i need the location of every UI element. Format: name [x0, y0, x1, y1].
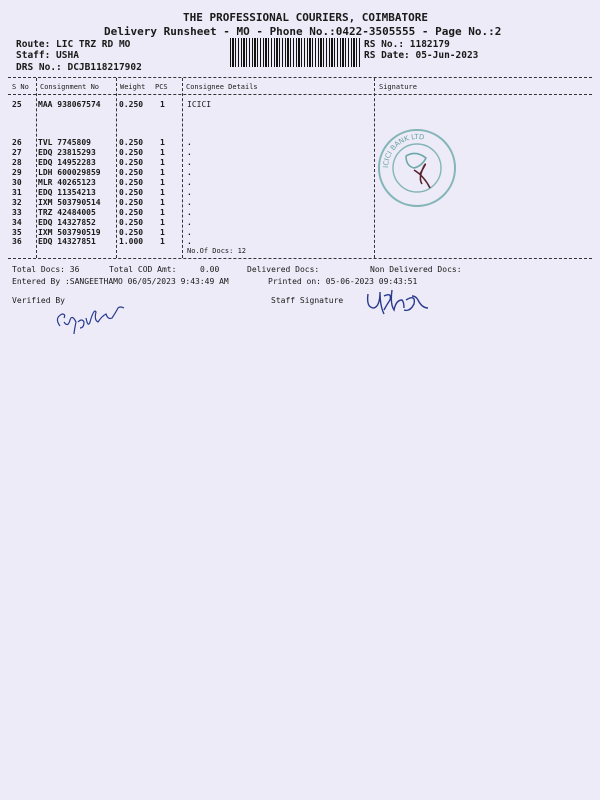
col-divider: [116, 78, 117, 258]
non-delivered-docs: Non Delivered Docs:: [370, 265, 462, 274]
drs-number: DRS No.: DCJB118217902: [16, 62, 142, 73]
delivered-docs: Delivered Docs:: [247, 265, 320, 274]
cell-weight: 0.250: [119, 148, 144, 157]
cell-details: .: [187, 218, 192, 227]
cell-weight: 1.000: [119, 237, 144, 246]
cell-consignment: EDQ 14327852: [38, 218, 96, 227]
cell-consignment: TRZ 42484005: [38, 208, 96, 217]
cell-weight: 0.250: [119, 218, 144, 227]
col-header-weight: Weight: [120, 83, 146, 91]
cell-consignment: MAA 938067574: [38, 100, 101, 109]
cell-sno: 35: [12, 228, 22, 237]
total-cod-label: Total COD Amt:: [109, 265, 177, 274]
cell-sno: 36: [12, 237, 22, 246]
col-header-sno: S No: [12, 83, 29, 91]
cell-details: ICICI: [187, 100, 212, 109]
total-cod-value: 0.00: [200, 265, 220, 274]
cell-sno: 31: [12, 188, 22, 197]
route-label: Route: LIC TRZ RD MO: [16, 39, 131, 50]
cell-sno: 32: [12, 198, 22, 207]
col-header-pcs: PCS: [155, 83, 168, 91]
col-divider: [182, 78, 183, 258]
staff-label: Staff: USHA: [16, 50, 79, 61]
runsheet-subtitle: Delivery Runsheet - MO - Phone No.:0422-3505555 - Page No.:2: [104, 25, 502, 38]
cell-consignment: MLR 40265123: [38, 178, 96, 187]
cell-details: .: [187, 208, 192, 217]
cell-consignment: LDH 600029859: [38, 168, 101, 177]
cell-consignment: EDQ 23815293: [38, 148, 96, 157]
printed-on: Printed on: 05-06-2023 09:43:51: [268, 277, 418, 286]
cell-consignment: TVL 7745809: [38, 138, 91, 147]
cell-details: .: [187, 138, 192, 147]
cell-pcs: 1: [160, 208, 165, 217]
cell-sno: 25: [12, 100, 22, 109]
cell-consignment: IXM 503790519: [38, 228, 101, 237]
cell-weight: 0.250: [119, 138, 144, 147]
cell-consignment: EDQ 11354213: [38, 188, 96, 197]
cell-pcs: 1: [160, 188, 165, 197]
cell-pcs: 1: [160, 100, 165, 109]
cell-weight: 0.250: [119, 158, 144, 167]
cell-sno: 26: [12, 138, 22, 147]
rs-number: RS No.: 1182179: [364, 39, 450, 50]
cell-consignment: EDQ 14327851: [38, 237, 96, 246]
cell-sno: 33: [12, 208, 22, 217]
stamp-text: ICICI BANK LTD: [381, 132, 425, 169]
entered-by: Entered By :SANGEETHAMO 06/05/2023 9:43:49 AM: [12, 277, 229, 286]
barcode: [230, 38, 360, 67]
cell-details: .: [187, 168, 192, 177]
verified-by-label: Verified By: [12, 296, 65, 305]
svg-text:ICICI BANK LTD: [382, 133, 425, 168]
cell-sno: 34: [12, 218, 22, 227]
bank-stamp: [370, 124, 466, 210]
staff-signature: [362, 286, 442, 322]
cell-pcs: 1: [160, 168, 165, 177]
cell-weight: 0.250: [119, 178, 144, 187]
cell-consignment: IXM 503790514: [38, 198, 101, 207]
cell-details: .: [187, 188, 192, 197]
cell-consignment: EDQ 14952283: [38, 158, 96, 167]
cell-weight: 0.250: [119, 208, 144, 217]
verified-signature: [50, 304, 140, 336]
cell-pcs: 1: [160, 148, 165, 157]
cell-pcs: 1: [160, 198, 165, 207]
cell-pcs: 1: [160, 138, 165, 147]
cell-sno: 30: [12, 178, 22, 187]
cell-details: .: [187, 228, 192, 237]
col-header-consignee: Consignee Details: [186, 83, 258, 91]
cell-details: .: [187, 148, 192, 157]
cell-pcs: 1: [160, 228, 165, 237]
table-header-rule: [8, 94, 592, 95]
cell-pcs: 1: [160, 218, 165, 227]
cell-pcs: 1: [160, 237, 165, 246]
cell-pcs: 1: [160, 178, 165, 187]
total-docs: Total Docs: 36: [12, 265, 80, 274]
cell-weight: 0.250: [119, 168, 144, 177]
cell-pcs: 1: [160, 158, 165, 167]
cell-details: .: [187, 158, 192, 167]
cell-sno: 27: [12, 148, 22, 157]
company-title: THE PROFESSIONAL COURIERS, COIMBATORE: [183, 11, 429, 24]
cell-details: .: [187, 178, 192, 187]
col-header-consignment: Consignment No: [40, 83, 100, 91]
cell-details: .: [187, 237, 192, 246]
cell-sno: 29: [12, 168, 22, 177]
cell-details: .: [187, 198, 192, 207]
rs-date: RS Date: 05-Jun-2023: [364, 50, 479, 61]
cell-sno: 28: [12, 158, 22, 167]
cell-weight: 0.250: [119, 228, 144, 237]
table-top-rule: [8, 77, 592, 78]
col-header-signature: Signature: [379, 83, 417, 91]
no-of-docs: No.Of Docs: 12: [187, 247, 247, 255]
staff-signature-label: Staff Signature: [271, 296, 344, 305]
cell-weight: 0.250: [119, 188, 144, 197]
table-bottom-rule: [8, 258, 592, 259]
col-divider: [36, 78, 37, 258]
cell-weight: 0.250: [119, 198, 144, 207]
cell-weight: 0.250: [119, 100, 144, 109]
